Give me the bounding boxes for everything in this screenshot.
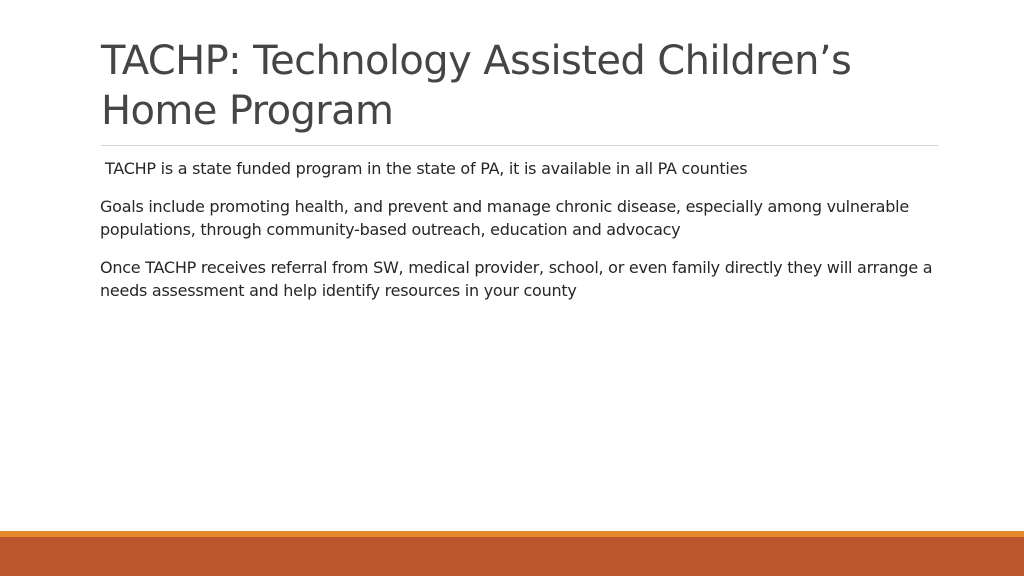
paragraph-program-goals: Goals include promoting health, and prevent and manage chronic disease, especially among vulnerable populations, through community-based outreach, education and advocacy <box>100 197 909 239</box>
paragraph-referral-process: Once TACHP receives referral from SW, medical provider, school, or even family directly they will arrange a needs assessment and help identify resources in your county <box>100 258 933 300</box>
slide-body <box>100 157 950 317</box>
footer-band <box>0 537 1024 576</box>
slide-title: TACHP: Technology Assisted Children’s Home Program <box>101 38 852 134</box>
paragraph-program-overview: TACHP is a state funded program in the state of PA, it is available in all PA counties <box>105 159 748 178</box>
title-divider <box>101 145 938 146</box>
